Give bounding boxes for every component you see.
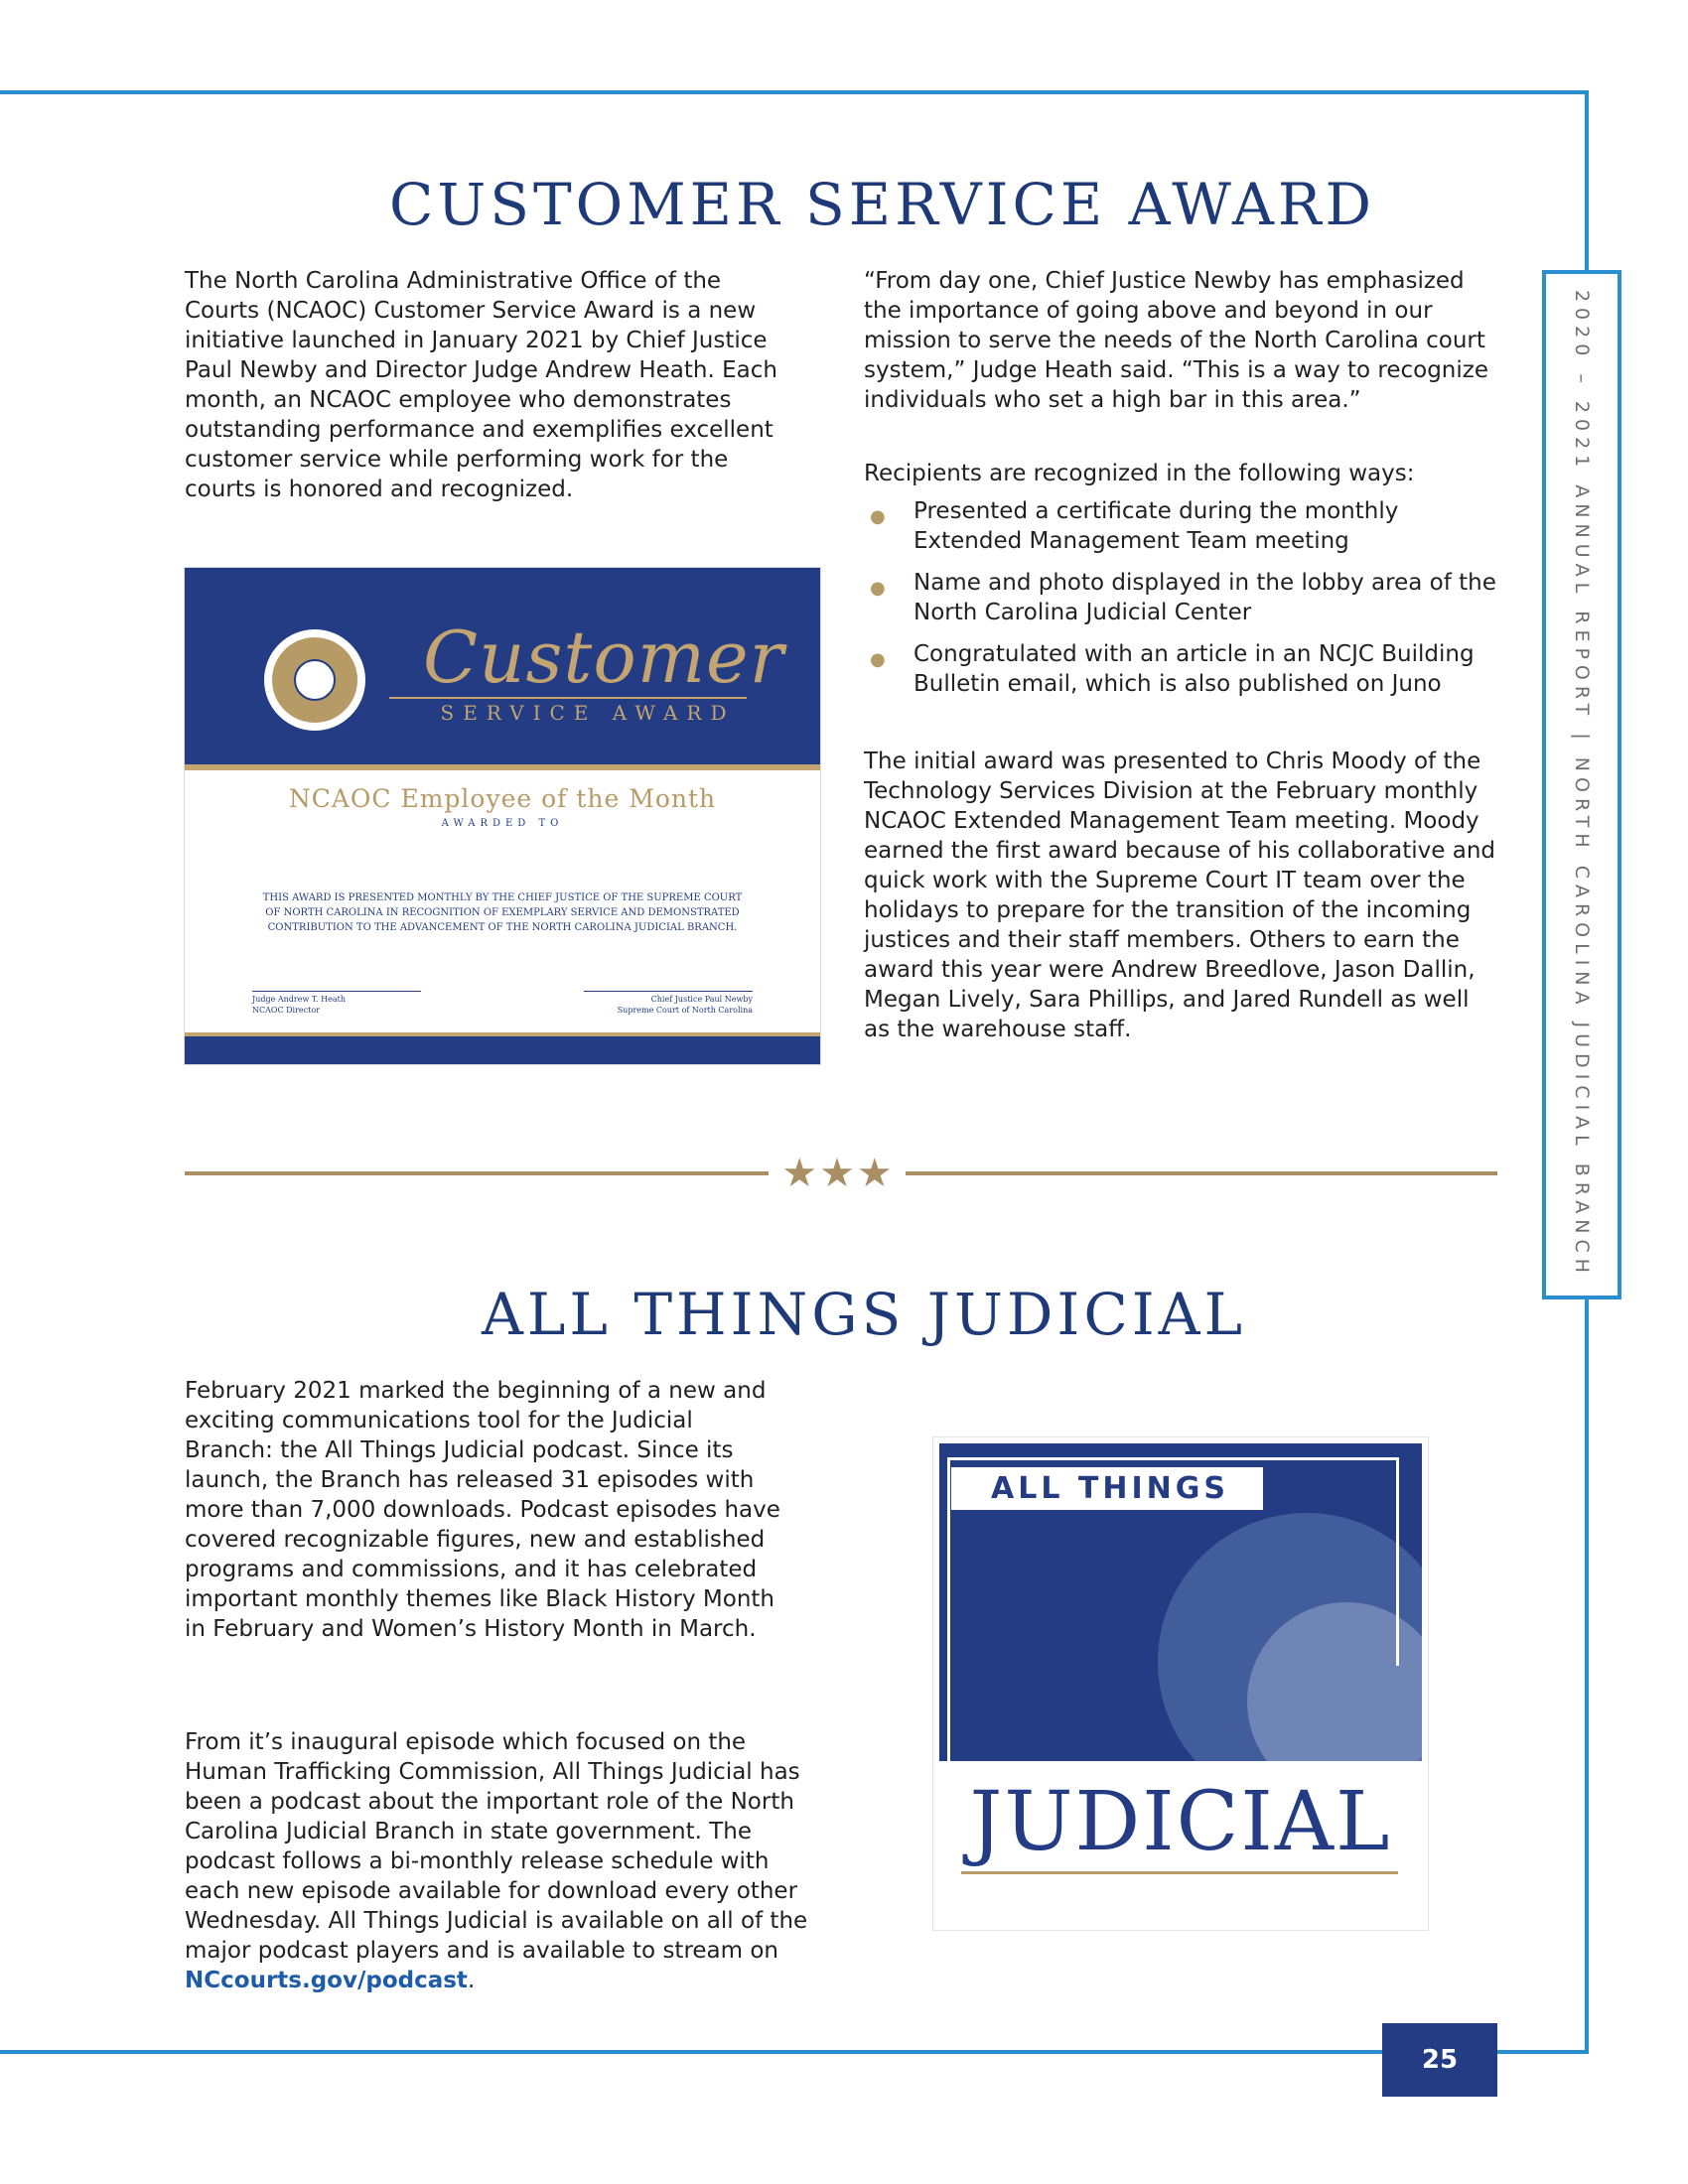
page-number: 25 <box>1382 2023 1497 2097</box>
podcast-artwork <box>933 1437 1428 1930</box>
certificate-body: THIS AWARD IS PRESENTED MONTHLY BY THE CHIEF JUSTICE OF THE SUPREME COURT OF NORTH CAROLINA IN RECOGNITION OF EXEMPLARY SERVICE AND DEMONSTRATED CONTRIBUTION TO THE ADVANCEMENT OF THE NORTH CAROLINA JUDICIAL BRANCH. <box>262 892 743 933</box>
certificate-gold-line <box>185 764 820 770</box>
podcast-gold-rule <box>961 1871 1398 1874</box>
list-item: ● Presented a certificate during the monthly Extended Management Team meeting <box>870 498 1399 554</box>
signature-left-title: NCAOC Director <box>252 1006 320 1015</box>
certificate-script-title: Customer <box>423 615 784 699</box>
quote-paragraph: “From day one, Chief Justice Newby has emphasized the importance of going above and beyond in our mission to serve the needs of the North Carolina court system,” Judge Heath said. “This is a way to recognize individuals who set a high bar in this area.” <box>864 268 1488 413</box>
signature-left <box>252 991 421 1016</box>
signature-right-title: Supreme Court of North Carolina <box>617 1006 753 1015</box>
recipients-intro: Recipients are recognized in the following ways: <box>864 461 1415 486</box>
section-title-all-things-judicial: ALL THINGS JUDICIAL <box>482 1281 1247 1348</box>
section-title-customer-service: CUSTOMER SERVICE AWARD <box>389 171 1376 238</box>
podcast-paragraph-2: From it’s inaugural episode which focused on the Human Trafficking Commission, All Things Judicial has been a podcast about the important role of the North Carolina Judicial Branch in state government. The podcast follows a bi-monthly release schedule with each new episode available for download every other Wednesday. All Things Judicial is available on all of the major podcast players and is available to stream on NCcourts.gov/podcast. <box>185 1729 808 1993</box>
page-frame-bottom <box>0 2050 1589 2054</box>
divider-line-left <box>185 1171 769 1175</box>
certificate-subtitle: SERVICE AWARD <box>440 701 736 725</box>
bullet-icon: ● <box>870 578 886 599</box>
certificate-image <box>185 568 820 1064</box>
bullet-icon: ● <box>870 649 886 670</box>
list-item: ● Name and photo displayed in the lobby area of the North Carolina Judicial Center <box>870 570 1496 625</box>
podcast-paragraph-1: February 2021 marked the beginning of a new and exciting communications tool for the Judicial Branch: the All Things Judicial podcast. Since its launch, the Branch has released 31 episodes with more than 7,000 downloads. Podcast episodes have covered recognizable figures, new and established programs and commissions, and it has celebrated important monthly themes like Black History Month in February and Women’s History Month in March. <box>185 1378 780 1642</box>
initial-award-paragraph: The initial award was presented to Chris Moody of the Technology Services Division at the February monthly NCAOC Extended Management Team meeting. Moody earned the first award because of his collaborative and quick work with the Supreme Court IT team over the holidays to prepare for the transition of the incoming justices and their staff members. Others to earn the award this year were Andrew Breedlove, Jason Dallin, Megan Lively, Sara Phillips, and Jared Rundell as well as the warehouse staff. <box>864 749 1496 1042</box>
side-label: 2020 – 2021 ANNUAL REPORT | NORTH CAROLINA JUDICIAL BRANCH <box>1571 289 1593 1280</box>
bullet-icon: ● <box>870 506 886 527</box>
signature-right-name: Chief Justice Paul Newby <box>650 995 753 1004</box>
certificate-heading: NCAOC Employee of the Month <box>288 784 717 813</box>
star-divider-icon: ★★★ <box>781 1151 895 1196</box>
signature-right <box>584 991 753 1016</box>
divider-line-right <box>906 1171 1497 1175</box>
list-item: ● Congratulated with an article in an NCJC Building Bulletin email, which is also published on Juno <box>870 641 1475 697</box>
certificate-footer-band <box>185 1036 820 1064</box>
podcast-link[interactable]: NCcourts.gov/podcast <box>185 1968 468 1993</box>
certificate-rule <box>389 697 747 699</box>
podcast-top-label: ALL THINGS <box>951 1467 1263 1510</box>
intro-paragraph: The North Carolina Administrative Office of the Courts (NCAOC) Customer Service Award is a new initiative launched in January 2021 by Chief Justice Paul Newby and Director Judge Andrew Heath. Each month, an NCAOC employee who demonstrates outstanding performance and exemplifies excellent customer service while performing work for the courts is honored and recognized. <box>185 268 777 502</box>
court-seal-icon <box>264 629 365 731</box>
certificate-awarded-to: AWARDED TO <box>441 818 564 829</box>
recipient-list <box>864 496 1499 711</box>
signature-left-name: Judge Andrew T. Heath <box>252 995 346 1004</box>
certificate-header-band <box>185 568 820 764</box>
podcast-bottom-label: JUDICIAL <box>969 1775 1392 1869</box>
page-frame-top <box>0 90 1589 94</box>
